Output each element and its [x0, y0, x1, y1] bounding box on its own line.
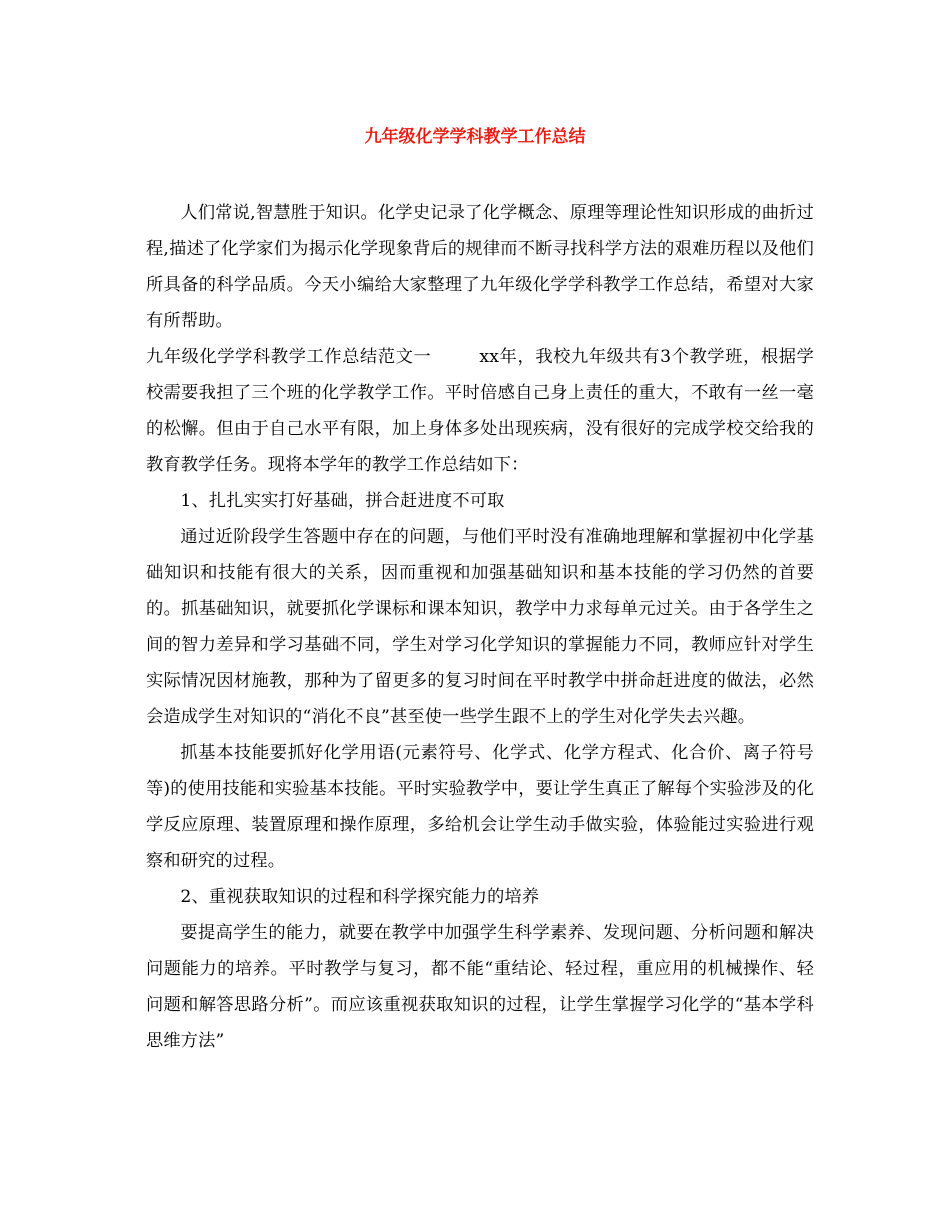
document-title: 九年级化学学科教学工作总结 — [364, 127, 586, 147]
document-body — [146, 195, 814, 1059]
sample-text: xx年，我校九年级共有3个教学班，根据学校需要我担了三个班的化学教学工作。平时倍感自己身上责任的重大，不敢有一丝一毫的松懈。但由于自己水平有限，加上身体多处出现疾病，没有很好的完成学校交给我的教育教学任务。现将本学年的教学工作总结如下： — [146, 347, 815, 475]
sample-paragraph — [146, 339, 814, 483]
body-paragraph: 通过近阶段学生答题中存在的问题，与他们平时没有准确地理解和掌握初中化学基础知识和技能有很大的关系，因而重视和加强基础知识和基本技能的学习仍然的首要的。抓基础知识，就要抓化学课标和课本知识，教学中力求每单元过关。由于各学生之间的智力差异和学习基础不同，学生对学习化学知识的掌握能力不同，教师应针对学生实际情况因材施教，那种为了留更多的复习时间在平时教学中拼命赶进度的做法，必然会造成学生对知识的“消化不良”甚至使一些学生跟不上的学生对化学失去兴趣。 — [146, 527, 814, 727]
body-paragraph: 抓基本技能要抓好化学用语(元素符号、化学式、化学方程式、化合价、离子符号等)的使用技能和实验基本技能。平时实验教学中，要让学生真正了解每个实验涉及的化学反应原理、装置原理和操作原理，多给机会让学生动手做实验，体验能过实验进行观察和研究的过程。 — [146, 743, 814, 871]
section-heading-2: 2、重视获取知识的过程和科学探究能力的培养 — [180, 887, 540, 907]
sample-heading: 九年级化学学科教学工作总结范文一 — [146, 347, 432, 367]
body-paragraph: 要提高学生的能力，就要在教学中加强学生科学素养、发现问题、分析问题和解决问题能力的培养。平时教学与复习，都不能“重结论、轻过程，重应用的机械操作、轻问题和解答思路分析”。而应该重视获取知识的过程，让学生掌握学习化学的“基本学科思维方法” — [146, 923, 814, 1051]
intro-paragraph: 人们常说,智慧胜于知识。化学史记录了化学概念、原理等理论性知识形成的曲折过程,描述了化学家们为揭示化学现象背后的规律而不断寻找科学方法的艰难历程以及他们所具备的科学品质。今天小编给大家整理了九年级化学学科教学工作总结，希望对大家有所帮助。 — [146, 203, 814, 331]
section-heading-1: 1、扎扎实实打好基础，拼合赶进度不可取 — [180, 491, 505, 511]
